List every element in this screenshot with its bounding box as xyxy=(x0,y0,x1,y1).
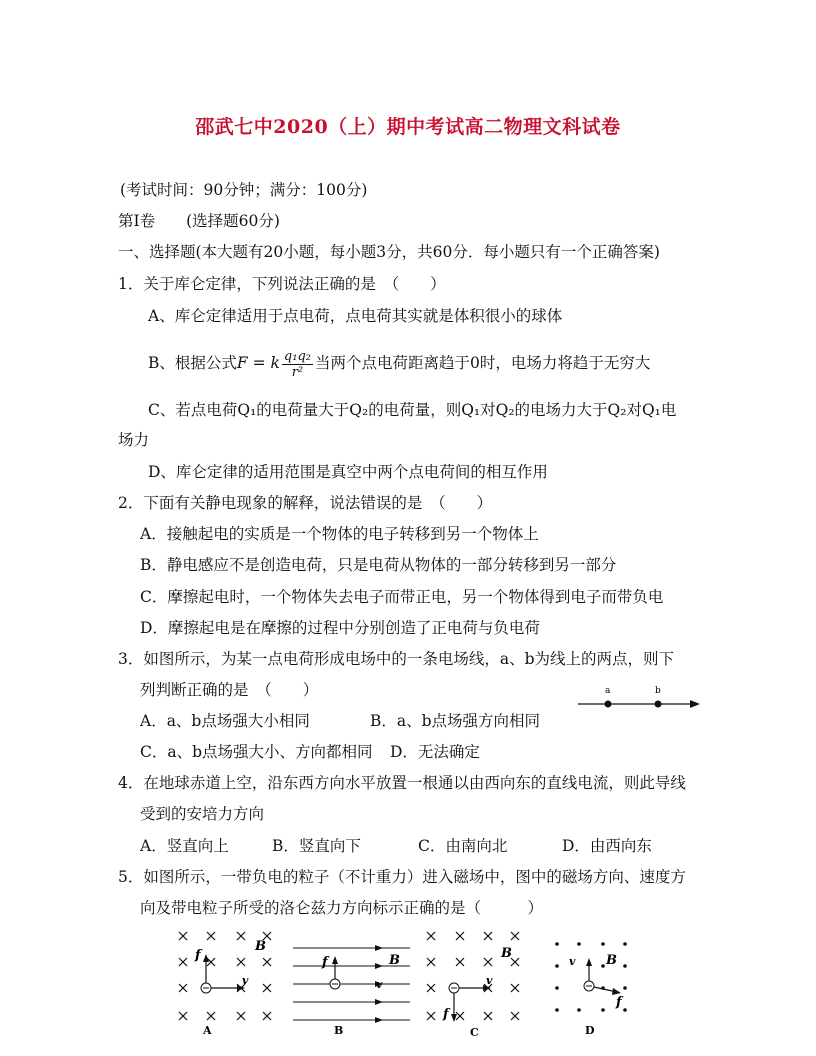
q5-stem-line1: 5．如图所示，一带负电的粒子（不计重力）进入磁场中，图中的磁场方向、速度方 xyxy=(118,868,686,886)
field-out-of-page-mark xyxy=(555,964,559,968)
section-heading: 一、选择题(本大题有20小题，每小题3分，共60分．每小题只有一个正确答案) xyxy=(118,243,660,261)
magnetic-field-figures xyxy=(165,926,655,1044)
figure-a-force-arrowhead xyxy=(203,954,209,962)
figure-c-B: B xyxy=(501,946,512,961)
q1-option-c-line1: C、若点电荷Q₁的电荷量大于Q₂的电荷量，则Q₁对Q₂的电场力大于Q₂对Q₁电 xyxy=(148,401,677,419)
figure-c xyxy=(442,946,512,1039)
field-out-of-page-mark xyxy=(601,964,605,968)
q1-option-a: A、库仑定律适用于点电荷，点电荷其实就是体积很小的球体 xyxy=(148,307,563,325)
field-out-of-page-mark xyxy=(555,942,559,946)
exam-info: (考试时间：90分钟；满分：100分) xyxy=(120,181,368,199)
q3-stem-line2: 列判断正确的是 （ ） xyxy=(140,681,319,699)
formula-fraction xyxy=(282,349,313,380)
formula-numerator: q₁q₂ xyxy=(283,348,311,364)
q1-option-c-line2: 场力 xyxy=(118,431,150,449)
field-out-of-page-mark xyxy=(555,986,559,990)
q3-option-d: D．无法确定 xyxy=(390,743,480,761)
figure-d-label: D xyxy=(585,1024,595,1037)
q4-option-b: B．竖直向下 xyxy=(272,837,361,855)
field-line-arrow xyxy=(690,700,700,708)
figure-c-force-arrowhead xyxy=(451,1014,457,1022)
figure-d-v: v xyxy=(569,955,576,968)
field-out-of-page-mark xyxy=(555,1008,559,1012)
q1-option-b-pre: B、根据公式 xyxy=(148,354,237,372)
field-out-of-page-mark xyxy=(601,1008,605,1012)
q2-option-d: D．摩擦起电是在摩擦的过程中分别创造了正电荷与负电荷 xyxy=(140,619,540,637)
figure-b-label: B xyxy=(334,1024,344,1037)
q1-option-d: D、库仑定律的适用范围是真空中两个点电荷间的相互作用 xyxy=(148,463,548,481)
figure-d xyxy=(569,953,624,1037)
q3-option-c: C．a、b点场强大小、方向都相同 xyxy=(140,743,373,761)
q1-stem: 1．关于库仑定律，下列说法正确的是 （ ） xyxy=(118,275,446,293)
field-out-of-page-mark xyxy=(577,942,581,946)
field-out-of-page-mark xyxy=(623,942,627,946)
figure-d-B: B xyxy=(606,953,617,968)
formula-lhs: F = k xyxy=(236,354,280,372)
q4-option-c: C．由南向北 xyxy=(418,837,508,855)
point-b-label: b xyxy=(655,686,661,696)
figure-c-label: C xyxy=(470,1026,479,1039)
part-heading: 第Ⅰ卷 (选择题60分) xyxy=(118,212,280,230)
field-out-of-page-mark xyxy=(601,942,605,946)
q5-stem-line2: 向及带电粒子所受的洛仑兹力方向标示正确的是（ ） xyxy=(140,899,544,917)
figure-c-f: f xyxy=(443,1007,449,1022)
field-out-of-page-mark xyxy=(623,964,627,968)
q2-option-c: C．摩擦起电时，一个物体失去电子而带正电，另一个物体得到电子而带负电 xyxy=(140,588,664,606)
point-a xyxy=(605,701,612,708)
q4-option-d: D．由西向东 xyxy=(562,837,652,855)
figure-d-force-arrowhead xyxy=(612,988,621,995)
figure-b-force-arrowhead xyxy=(332,956,338,964)
figure-a-label: A xyxy=(203,1024,212,1037)
figure-d-f: f xyxy=(616,995,622,1010)
q4-stem-line2: 受到的安培力方向 xyxy=(140,805,265,823)
q4-option-a: A．竖直向上 xyxy=(140,837,229,855)
field-out-of-page-mark xyxy=(577,1008,581,1012)
figure-c-v: v xyxy=(486,974,493,987)
q3-option-b: B．a、b点场强方向相同 xyxy=(370,712,541,730)
figure-d-velocity-arrowhead xyxy=(586,958,592,966)
point-b xyxy=(655,701,662,708)
figure-b-B: B xyxy=(389,953,400,968)
field-line-figure xyxy=(570,680,710,716)
figure-b xyxy=(293,945,410,1037)
q2-option-a: A．接触起电的实质是一个物体的电子转移到另一个物体上 xyxy=(140,525,539,543)
q1-option-b-post: 当两个点电荷距离趋于0时，电场力将趋于无穷大 xyxy=(314,354,651,372)
field-out-of-page-mark xyxy=(623,986,627,990)
q3-stem-line1: 3．如图所示，为某一点电荷形成电场中的一条电场线，a、b为线上的两点，则下 xyxy=(118,650,675,668)
figure-a-B: B xyxy=(255,939,266,954)
q2-stem: 2．下面有关静电现象的解释，说法错误的是 （ ） xyxy=(118,494,493,512)
figure-b-v: v xyxy=(376,978,383,991)
exam-title: 邵武七中2020（上）期中考试高二物理文科试卷 xyxy=(195,116,621,138)
figure-a xyxy=(194,939,266,1037)
figure-a-f: f xyxy=(195,948,201,963)
q3-option-a: A．a、b点场强大小相同 xyxy=(140,712,310,730)
formula-denominator: r² xyxy=(291,364,304,380)
figure-b-f: f xyxy=(322,955,328,970)
field-out-of-page-mark xyxy=(623,1008,627,1012)
q4-stem-line1: 4．在地球赤道上空，沿东西方向水平放置一根通以由西向东的直线电流，则此导线 xyxy=(118,774,686,792)
q1-option-b xyxy=(148,348,650,380)
q2-option-b: B．静电感应不是创造电荷，只是电荷从物体的一部分转移到另一部分 xyxy=(140,556,617,574)
point-a-label: a xyxy=(605,686,611,696)
figure-a-v: v xyxy=(242,974,249,987)
